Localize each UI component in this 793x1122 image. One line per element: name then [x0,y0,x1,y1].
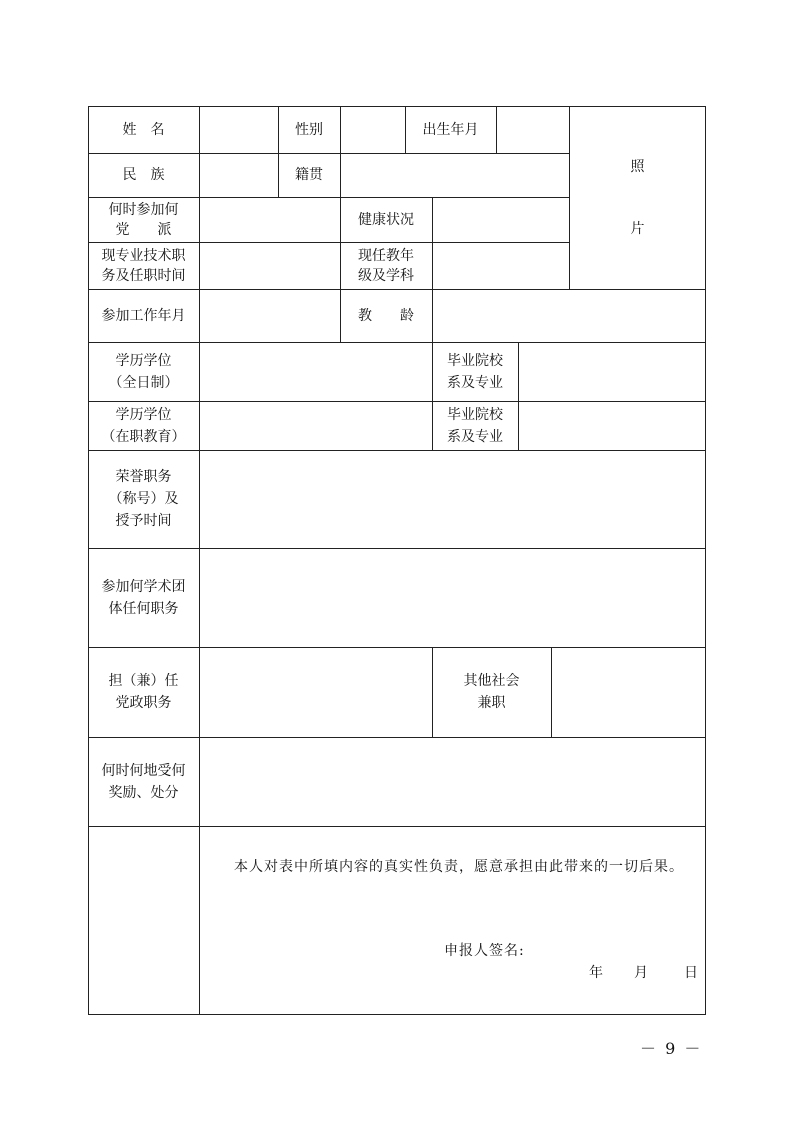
declaration-text: 本人对表中所填内容的真实性负责，愿意承担由此带来的一切后果。 [234,859,684,875]
school-major-field[interactable] [519,343,706,401]
signature-field[interactable] [534,936,694,960]
awards-label: 何时何地受何 奖励、处分 [101,762,186,801]
work-start-field[interactable] [200,290,340,342]
native-place-field[interactable] [341,154,569,197]
work-start-label: 参加工作年月 [101,307,186,324]
social-post-field[interactable] [552,648,706,737]
teaching-label: 现任教年 级及学科 [358,247,414,284]
page-number: － 9 － [640,1039,703,1058]
edu-inservice-field[interactable] [200,402,432,450]
party-label: 何时参加何 党 派 [108,201,179,238]
party-post-field[interactable] [200,648,432,737]
teaching-years-field[interactable] [433,290,706,342]
teaching-field[interactable] [433,243,569,289]
ethnicity-label: 民 族 [122,167,165,183]
signature-label: 申报人签名: [444,943,525,959]
date-day-label: 日 [684,965,698,981]
edu-fulltime-label: 学历学位 （全日制） [108,352,179,391]
edu-inservice-label: 学历学位 （在职教育） [101,406,186,445]
school-major-field[interactable] [519,402,706,450]
awards-field[interactable] [200,738,706,826]
title-label: 现专业技术职 务及任职时间 [101,247,186,284]
gender-label: 性别 [295,121,323,138]
teaching-years-label: 教 龄 [358,307,414,324]
title-field[interactable] [200,243,340,289]
social-post-label: 其他社会 兼职 [463,673,520,711]
name-label: 姓 名 [122,121,165,138]
birth-field[interactable] [497,107,569,153]
gender-field[interactable] [341,107,405,153]
edu-fulltime-field[interactable] [200,343,432,401]
party-field[interactable] [200,198,340,242]
party-post-label: 担（兼）任 党政职务 [108,673,179,711]
native-place-label: 籍贯 [295,167,323,183]
health-field[interactable] [433,198,569,242]
school-major-label: 毕业院校 系及专业 [447,352,503,391]
row-divider [88,826,706,827]
photo-label-top: 照 [630,159,645,175]
academic-field[interactable] [200,549,706,647]
honors-field[interactable] [200,451,706,548]
date-year-label: 年 [589,965,603,981]
date-month-label: 月 [634,965,648,981]
school-major-label: 毕业院校 系及专业 [447,406,503,445]
ethnicity-field[interactable] [200,154,278,197]
photo-label-bottom: 片 [630,221,645,237]
health-label: 健康状况 [358,211,414,228]
birth-label: 出生年月 [422,121,479,138]
photo-box[interactable] [570,107,706,289]
honors-label: 荣誉职务 （称号）及 授予时间 [108,469,179,529]
name-field[interactable] [200,107,278,153]
academic-label: 参加何学术团 体任何职务 [101,578,186,617]
